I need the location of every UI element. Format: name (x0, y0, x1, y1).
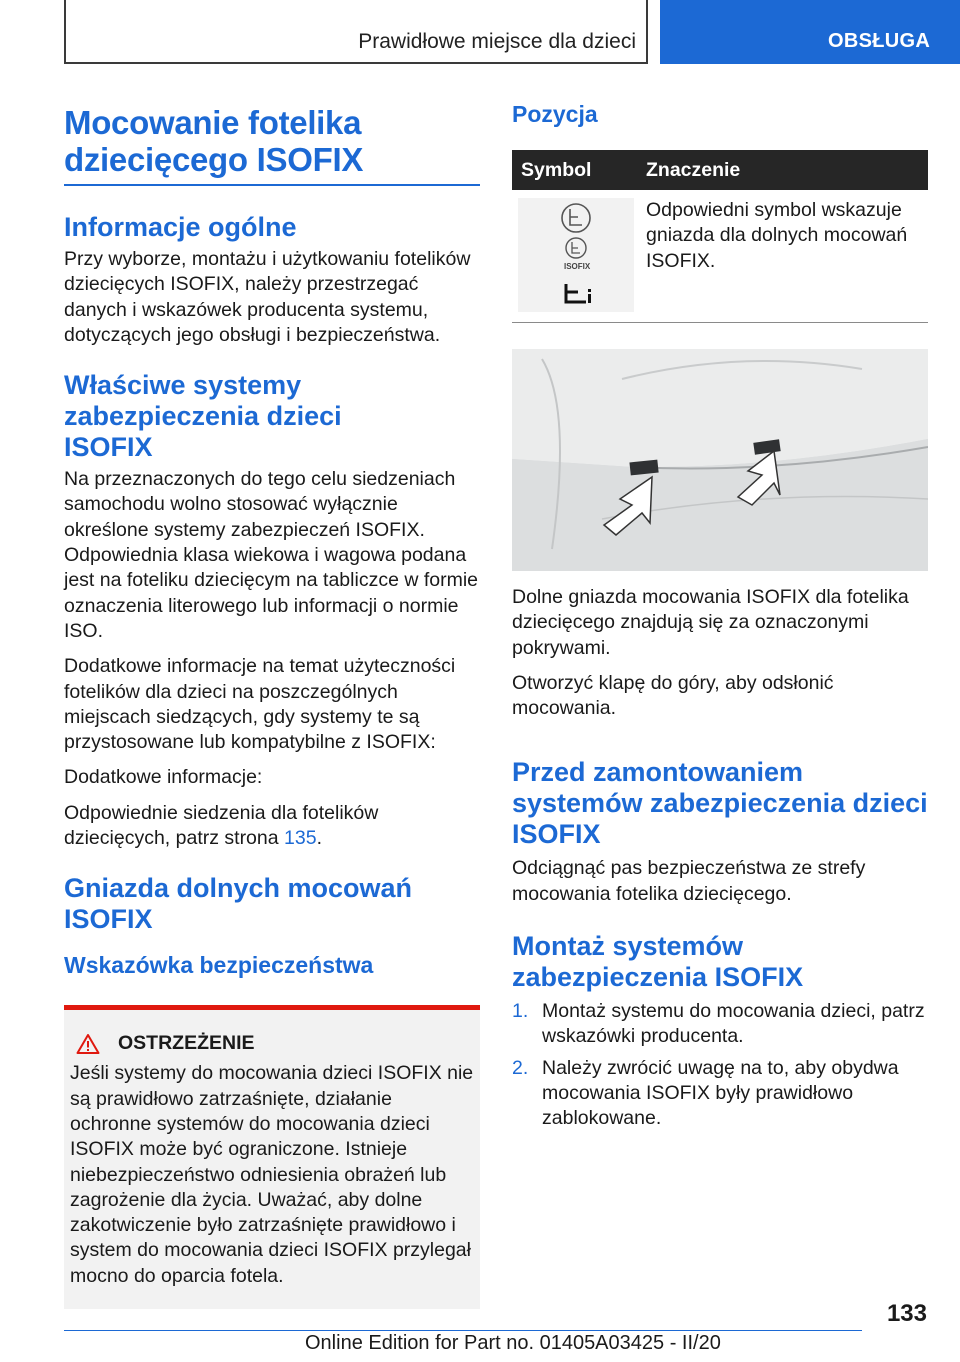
warning-header (76, 1032, 474, 1055)
footer-rule (64, 1330, 862, 1331)
title-rule (64, 184, 480, 186)
table-cell-meaning (637, 190, 928, 323)
warning-text: Jeśli systemy do mocowania dzieci ISOFIX nie są prawidłowo zatrzaśnięte, działanie ochronne systemów do mocowania dzieci ISOFIX może być ograniczone. Istnieje niebezpieczeństwo odniesienia obrażeń lub zagrożenie dla życia. Uważać, aby dolne zakotwiczenie było zatrzaśnięte prawidłowo i system do mocowania dzieci ISOFIX przylegał mocno do oparcia fotela. (70, 1062, 474, 1287)
mount-steps-list (512, 999, 928, 1131)
seat-isofix-image (512, 349, 928, 571)
page-reference-link[interactable]: 135 (284, 827, 317, 850)
list-item (512, 999, 928, 1050)
image-caption-1: Dolne gniazda mocowania ISOFIX dla fotelika dziecięcego znajdują się za oznaczonymi pokrywami. (512, 586, 909, 659)
mount-heading: Montaż systemów zabezpieczenia ISOFIX (512, 931, 804, 993)
rear-seat-illustration (512, 349, 928, 571)
general-heading: Informacje ogólne (64, 212, 297, 242)
isofix-seat-icon (518, 198, 634, 312)
step-number: 1. (512, 1000, 529, 1023)
warning-label: OSTRZEŻENIE (118, 1032, 255, 1055)
header-tab-label: OBSŁUGA (828, 30, 931, 52)
list-item (512, 1056, 928, 1132)
page-title: Mocowanie fotelika dziecięcego ISOFIX (64, 104, 364, 178)
table-header-symbol: Symbol (512, 150, 637, 190)
systems-paragraph-4 (64, 801, 480, 852)
left-column (64, 104, 480, 1309)
systems-paragraph-4-end: . (316, 827, 322, 850)
systems-paragraph-2: Dodatkowe informacje na temat użyteczności fotelików dla dzieci na poszczególnych miejscach siedzących, gdy systemy te są przystosowane lub kompatybilne z ISOFIX: (64, 655, 456, 754)
header-title-box (64, 0, 648, 64)
image-caption-2: Otworzyć klapę do góry, aby odsłonić mocowania. (512, 671, 834, 720)
symbol-table (512, 150, 928, 323)
table-header-meaning: Znaczenie (637, 150, 928, 190)
step-number: 2. (512, 1056, 529, 1079)
before-mount-heading: Przed zamontowaniem systemów zabezpieczenia dzieci ISOFIX (512, 757, 928, 850)
systems-paragraph-3: Dodatkowe informacje: (64, 766, 263, 789)
table-row (512, 190, 928, 323)
systems-paragraph-1: Na przeznaczonych do tego celu siedzeniach samochodu wolno stosować wyłącznie określone systemy zabezpieczeń ISOFIX. Odpowiednia klasa wiekowa i wagowa podana jest na foteliku dziecięcym na tabliczce w formie oznaczenia literowego lub informacji o normie ISO. (64, 468, 479, 642)
step-text: Montaż systemu do mocowania dzieci, patrz wskazówki producenta. (542, 1000, 925, 1048)
before-mount-text: Odciągnąć pas bezpieczeństwa ze strefy mocowania fotelika dziecięcego. (512, 857, 866, 905)
header-tab[interactable] (660, 0, 960, 64)
table-meaning-text: Odpowiedni symbol wskazuje gniazda dla dolnych mocowań ISOFIX. (646, 199, 908, 272)
systems-paragraph-4-text: Odpowiednie siedzenia dla fotelików dziecięcych, patrz strona (64, 801, 379, 850)
footer-edition: Online Edition for Part no. 01405A03425 - II/20 (305, 1332, 721, 1354)
position-heading: Pozycja (512, 101, 598, 127)
page-number: 133 (886, 1300, 927, 1327)
warning-box (64, 1005, 480, 1309)
step-text: Należy zwrócić uwagę na to, aby obydwa mocowania ISOFIX były prawidłowo zablokowane. (542, 1056, 899, 1130)
table-header-row (512, 150, 928, 190)
right-column (512, 100, 928, 1132)
isofix-symbols-panel (518, 198, 634, 312)
sockets-heading: Gniazda dolnych mocowań ISOFIX (64, 873, 413, 935)
table-cell-symbol (512, 190, 637, 323)
general-text: Przy wyborze, montażu i użytkowaniu fotelików dziecięcych ISOFIX, należy przestrzegać danych i wskazówek producenta systemu, dotyczących jego obsługi i bezpieczeństwa. (64, 248, 471, 346)
safety-heading: Wskazówka bezpieczeństwa (64, 952, 374, 979)
isofix-icon-label: ISOFIX (564, 262, 591, 271)
warning-triangle-icon (76, 1033, 100, 1055)
header-section-title: Prawidłowe miejsce dla dzieci (358, 30, 636, 53)
systems-heading: Właściwe systemy zabezpieczenia dzieci ISOFIX (64, 370, 342, 463)
